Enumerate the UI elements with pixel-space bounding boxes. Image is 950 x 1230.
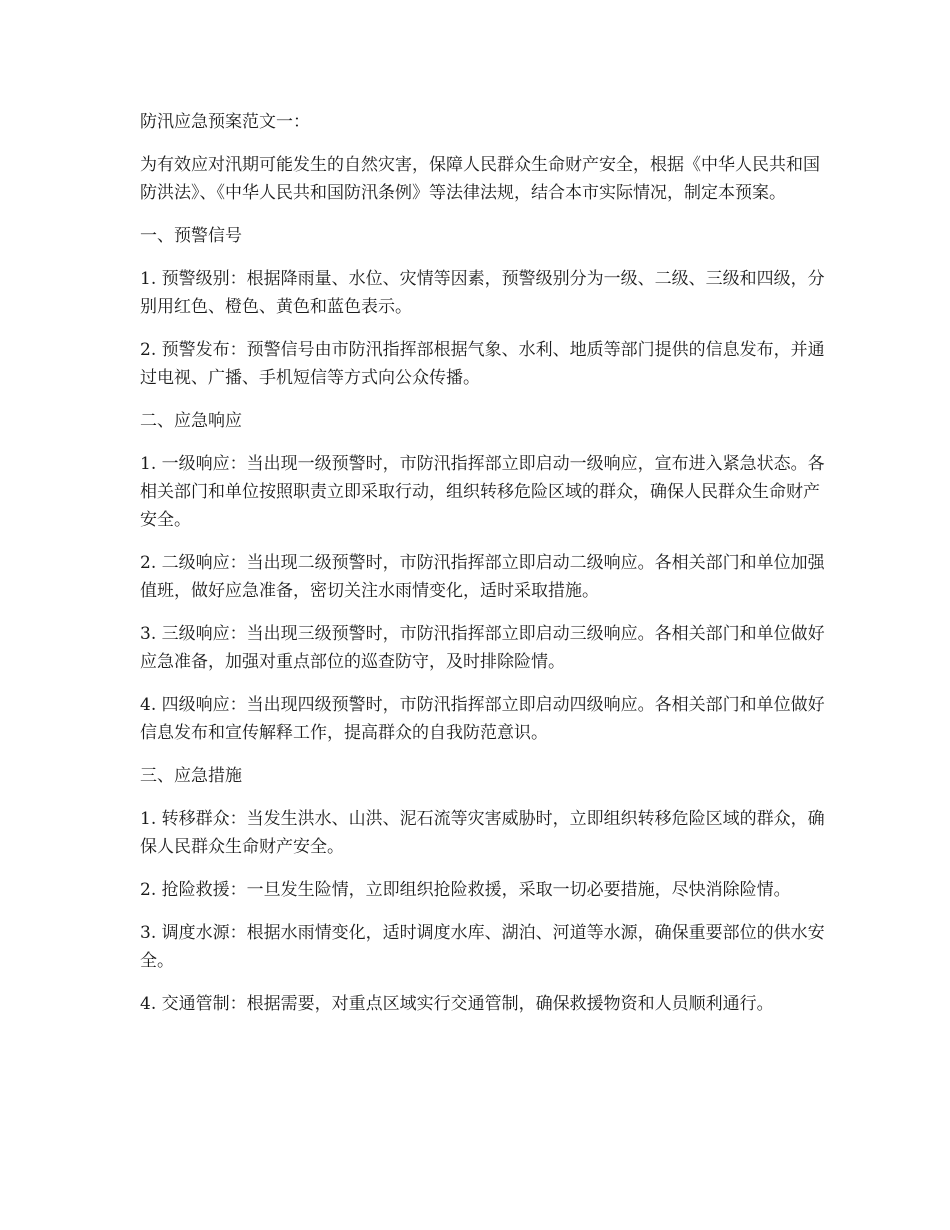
warning-item-2: 2. 预警发布：预警信号由市防汛指挥部根据气象、水利、地质等部门提供的信息发布，并通过电视、广播、手机短信等方式向公众传播。 [140,340,825,388]
section-heading-response: 二、应急响应 [140,411,242,431]
response-item-1: 1. 一级响应：当出现一级预警时，市防汛指挥部立即启动一级响应，宣布进入紧急状态。各相关部门和单位按照职责立即采取行动，组织转移危险区域的群众，确保人民群众生命财产安全。 [140,454,825,530]
response-item-3: 3. 三级响应：当出现三级预警时，市防汛指挥部立即启动三级响应。各相关部门和单位做好应急准备，加强对重点部位的巡查防守，及时排除险情。 [140,624,825,672]
measures-item-1: 1. 转移群众：当发生洪水、山洪、泥石流等灾害威胁时，立即组织转移危险区域的群众，确保人民群众生命财产安全。 [140,809,825,857]
response-item-2: 2. 二级响应：当出现二级预警时，市防汛指挥部立即启动二级响应。各相关部门和单位加强值班，做好应急准备，密切关注水雨情变化，适时采取措施。 [140,553,825,601]
warning-item-1: 1. 预警级别：根据降雨量、水位、灾情等因素，预警级别分为一级、二级、三级和四级，分别用红色、橙色、黄色和蓝色表示。 [140,269,825,317]
response-item-4: 4. 四级响应：当出现四级预警时，市防汛指挥部立即启动四级响应。各相关部门和单位做好信息发布和宣传解释工作，提高群众的自我防范意识。 [140,695,825,743]
measures-item-2: 2. 抢险救援：一旦发生险情，立即组织抢险救援，采取一切必要措施，尽快消除险情。 [140,880,791,900]
section-heading-measures: 三、应急措施 [140,766,242,786]
document-body [140,108,830,1033]
measures-item-3: 3. 调度水源：根据水雨情变化，适时调度水库、湖泊、河道等水源，确保重要部位的供水安全。 [140,923,825,971]
measures-item-4: 4. 交通管制：根据需要，对重点区域实行交通管制，确保救援物资和人员顺利通行。 [140,994,774,1014]
intro-paragraph: 为有效应对汛期可能发生的自然灾害，保障人民群众生命财产安全，根据《中华人民共和国防洪法》、《中华人民共和国防汛条例》等法律法规，结合本市实际情况，制定本预案。 [140,155,820,203]
document-title: 防汛应急预案范文一： [140,112,310,132]
section-heading-warning: 一、预警信号 [140,226,242,246]
